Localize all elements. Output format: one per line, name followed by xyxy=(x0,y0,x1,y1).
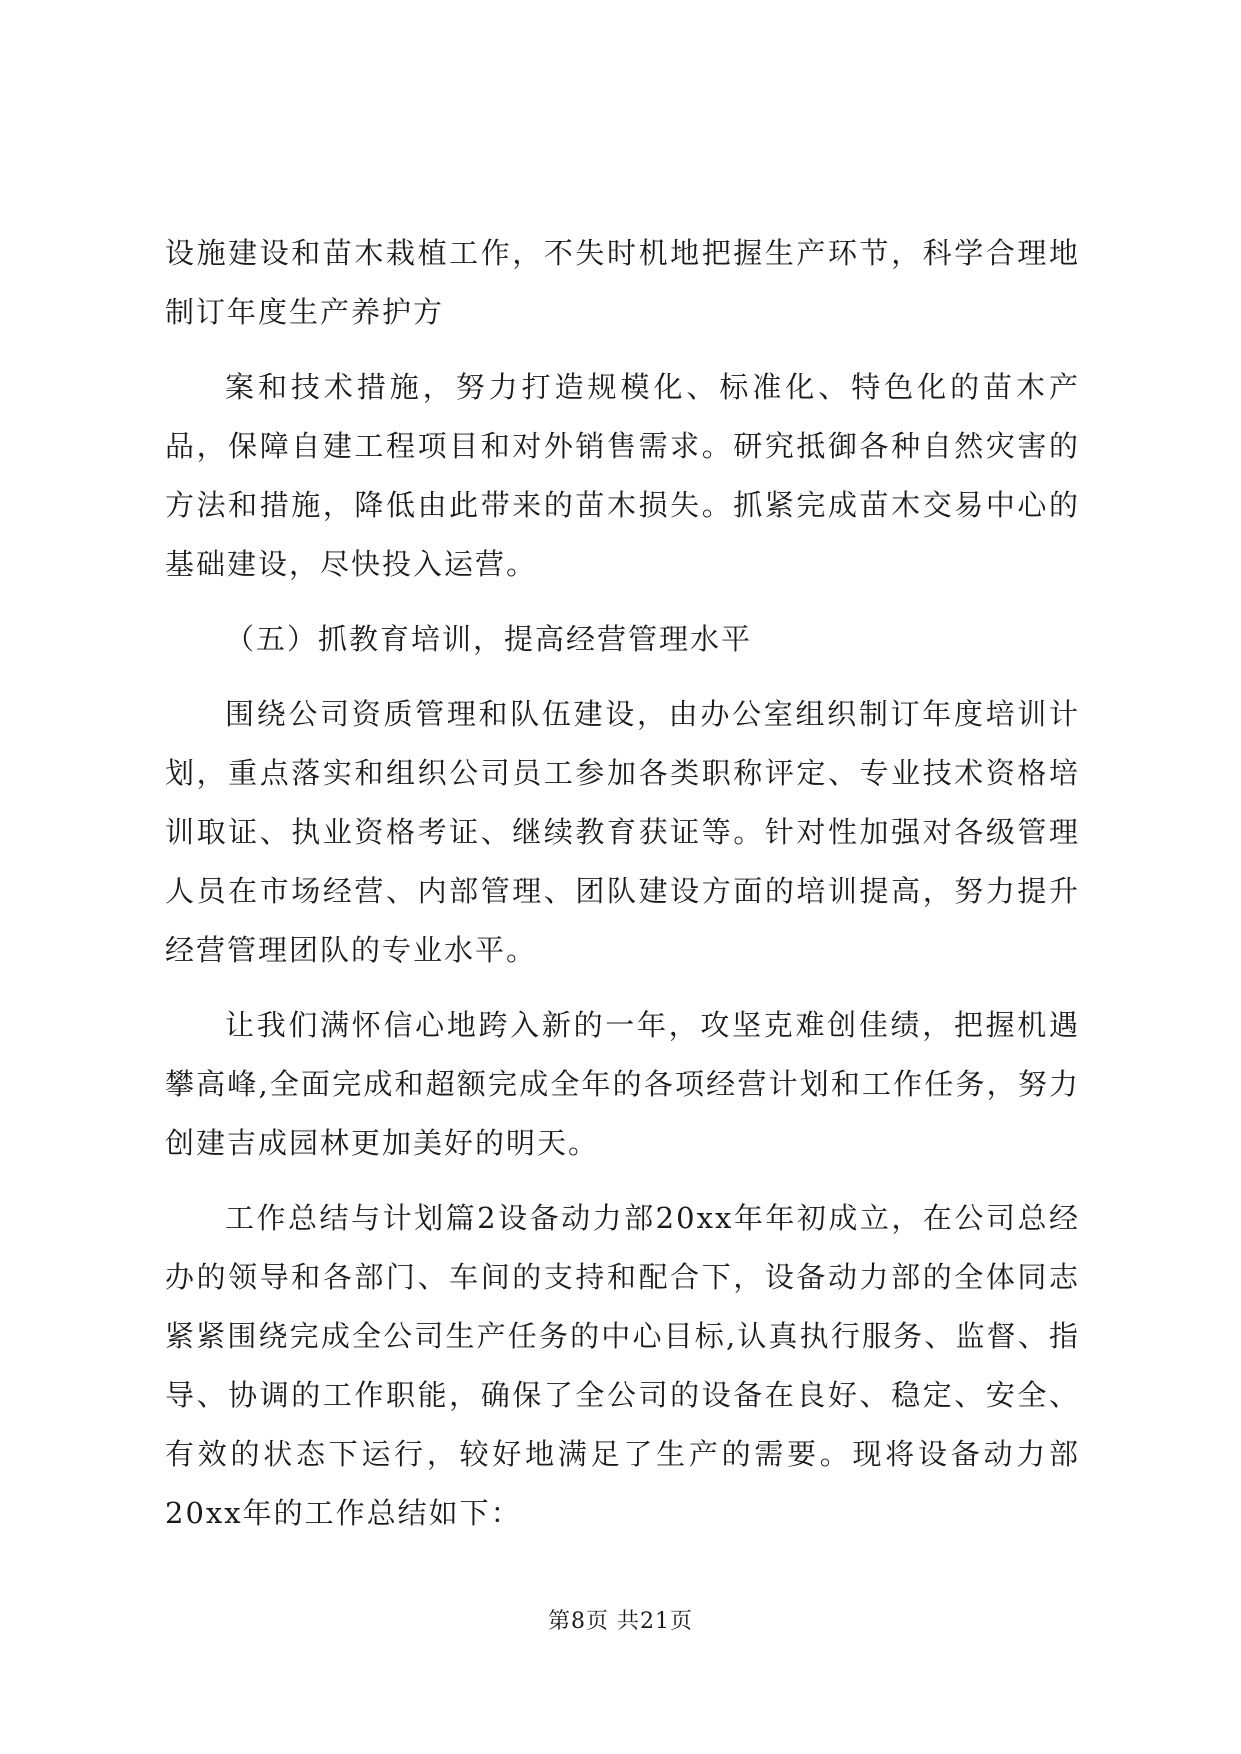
paragraph-continuation: 设施建设和苗木栽植工作，不失时机地把握生产环节，科学合理地制订年度生产养护方 xyxy=(165,236,1080,329)
paragraph-closing: 让我们满怀信心地跨入新的一年，攻坚克难创佳绩，把握机遇攀高峰,全面完成和超额完成全年的各项经营计划和工作任务，努力创建吉成园林更加美好的明天。 xyxy=(165,1008,1080,1160)
paragraph-training-plan: 围绕公司资质管理和队伍建设，由办公室组织制订年度培训计划，重点落实和组织公司员工参加各类职称评定、专业技术资格培训取证、执业资格考证、继续教育获证等。针对性加强对各级管理人员在市场经营、内部管理、团队建设方面的培训提高，努力提升经营管理团队的专业水平。 xyxy=(165,697,1080,967)
paragraph-equipment-summary: 工作总结与计划篇2设备动力部20xx年年初成立，在公司总经办的领导和各部门、车间的支持和配合下，设备动力部的全体同志紧紧围绕完成全公司生产任务的中心目标,认真执行服务、监督、指导、协调的工作职能，确保了全公司的设备在良好、稳定、安全、有效的状态下运行，较好地满足了生产的需要。现将设备动力部20xx年的工作总结如下： xyxy=(165,1201,1080,1530)
section-heading-education: （五）抓教育培训，提高经营管理水平 xyxy=(225,622,753,656)
page-footer: 第8页 共21页 xyxy=(548,1609,693,1634)
paragraph-nursery-measures: 案和技术措施，努力打造规模化、标准化、特色化的苗木产品，保障自建工程项目和对外销售需求。研究抵御各种自然灾害的方法和措施，降低由此带来的苗木损失。抓紧完成苗木交易中心的基础建设，尽快投入运营。 xyxy=(165,370,1080,581)
document-body xyxy=(165,224,1080,1543)
